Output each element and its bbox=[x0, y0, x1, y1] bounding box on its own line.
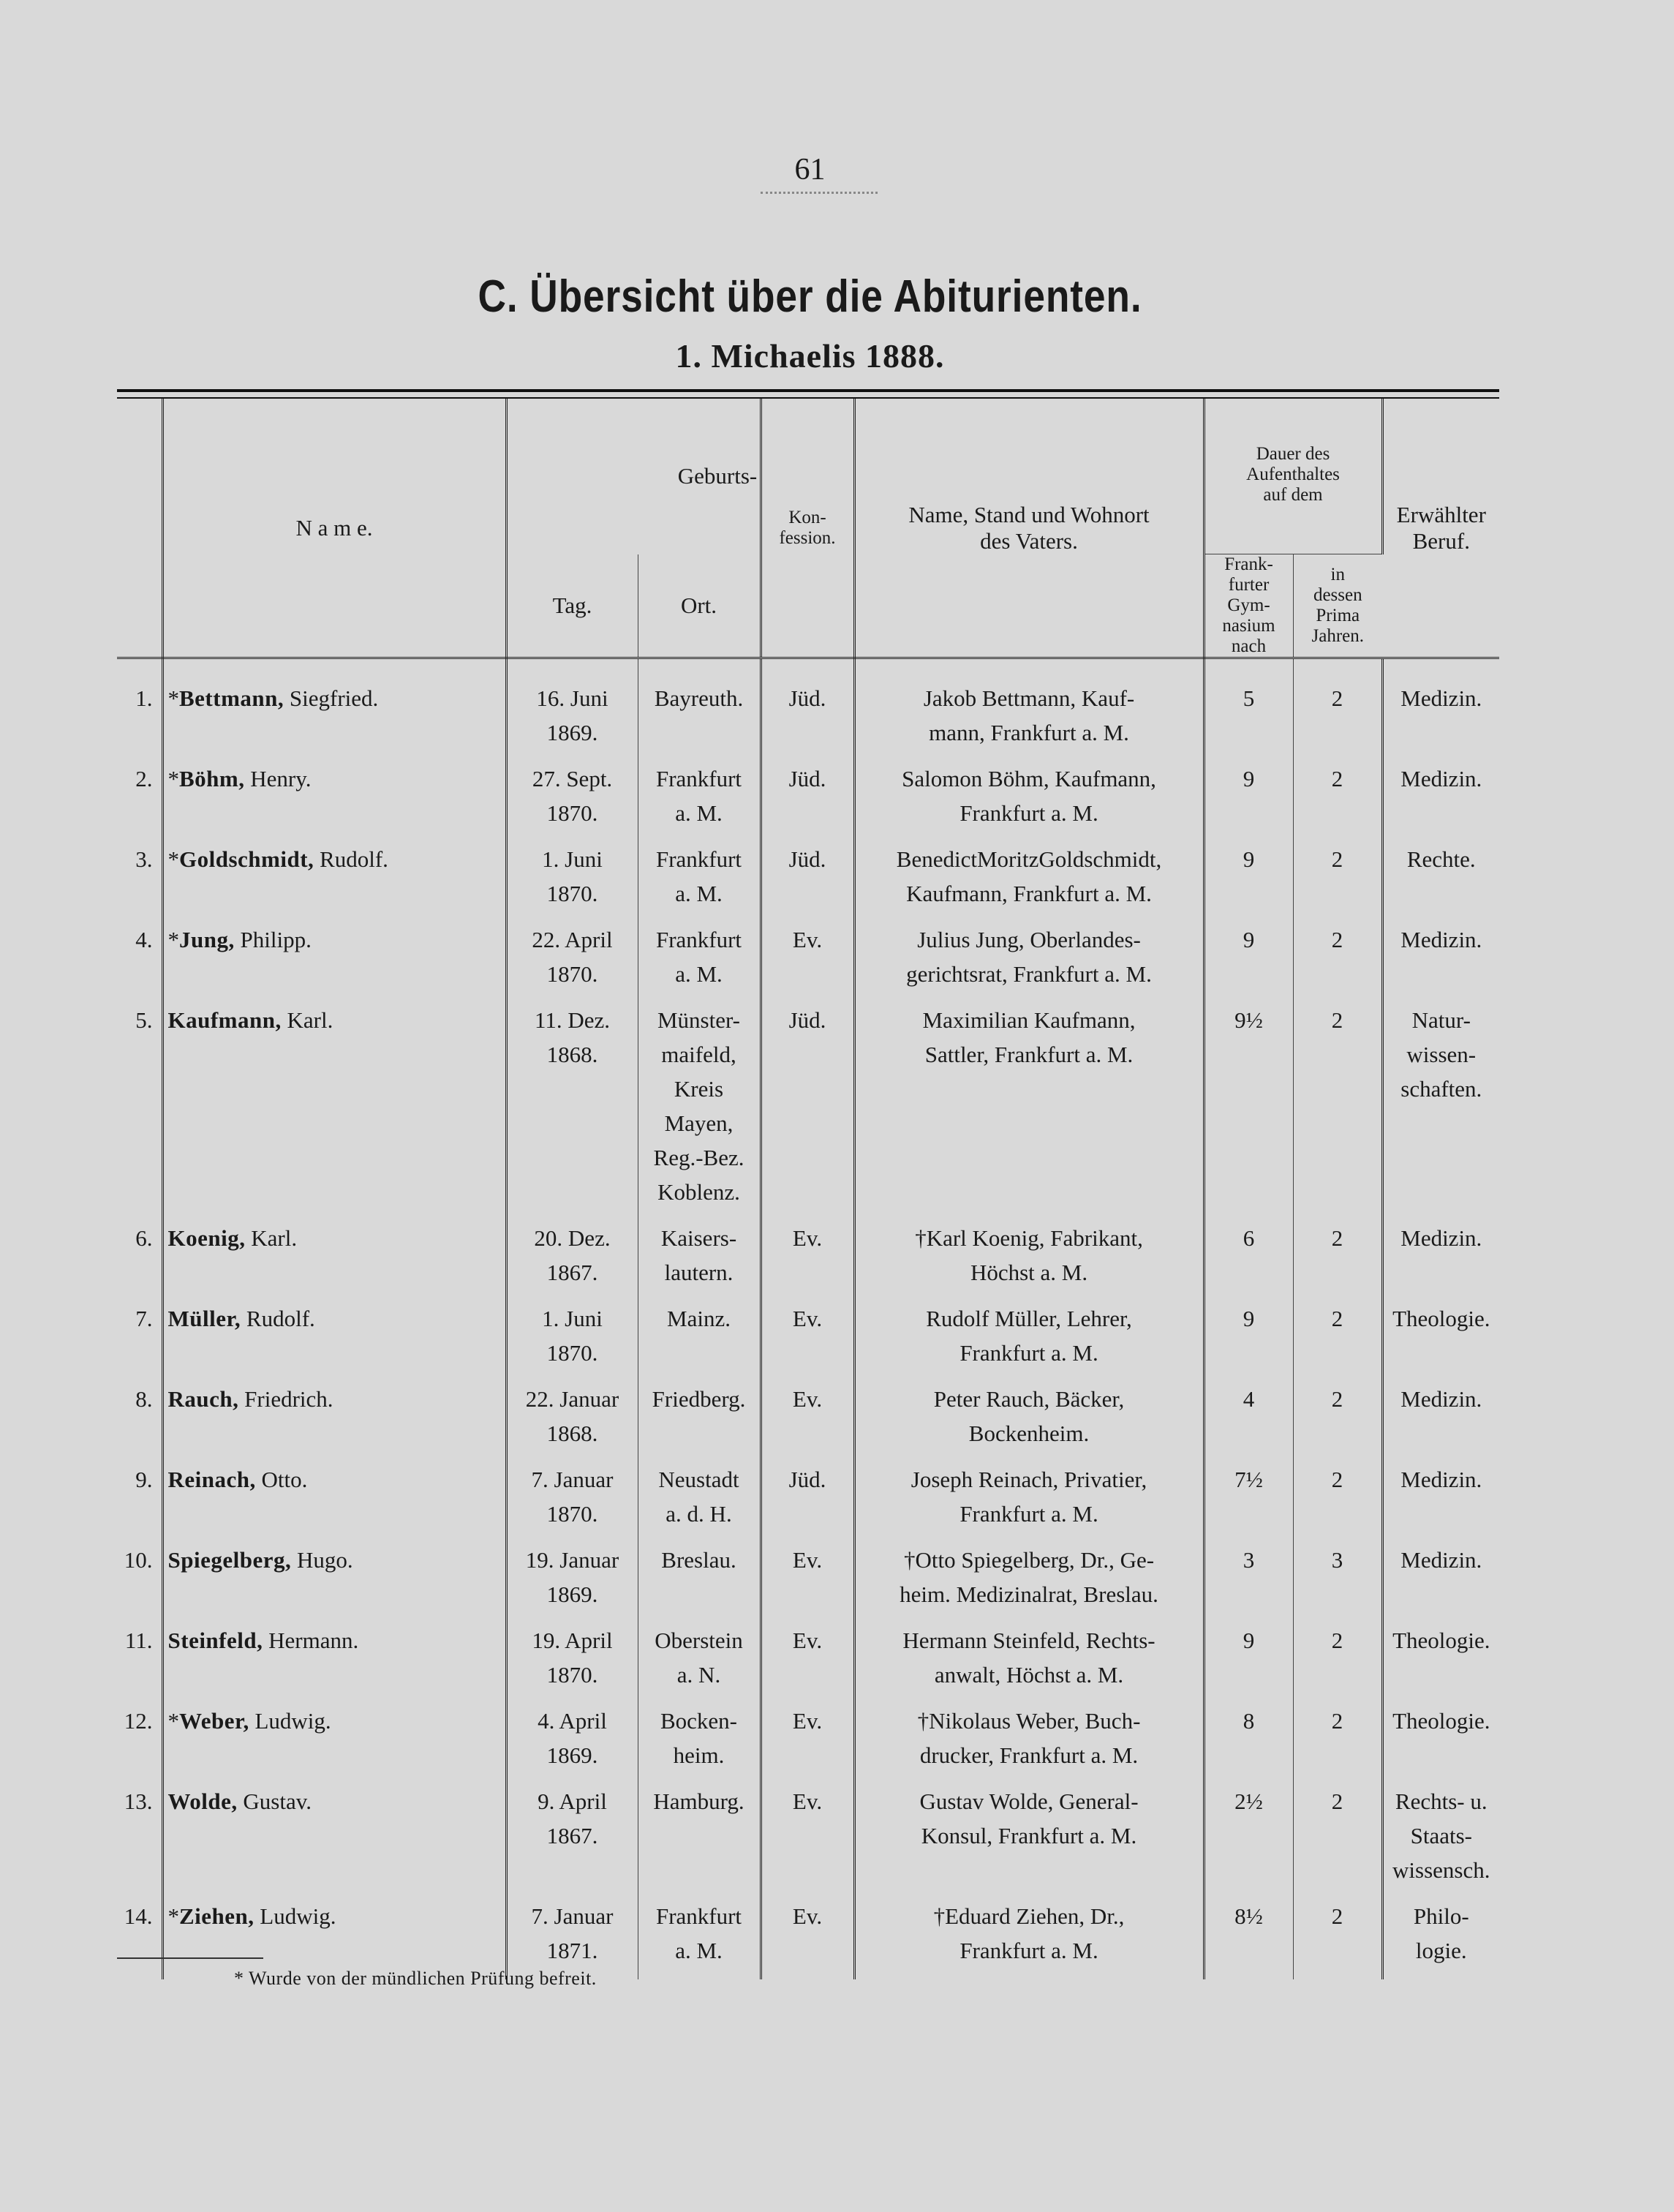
page-number-ornament bbox=[761, 192, 878, 194]
row-number: 9. bbox=[117, 1462, 162, 1543]
confession: Jüd. bbox=[761, 1462, 854, 1543]
years-gymnasium: 6 bbox=[1204, 1221, 1293, 1301]
header-prima-label: in dessen Prima bbox=[1313, 565, 1362, 625]
student-given-name: Karl. bbox=[287, 1007, 333, 1033]
years-prima: 2 bbox=[1293, 1704, 1382, 1784]
exempt-marker: * bbox=[167, 927, 179, 952]
student-given-name: Friedrich. bbox=[244, 1386, 333, 1412]
header-jahren-label: Jahren. bbox=[1311, 626, 1365, 646]
student-given-name: Ludwig. bbox=[260, 1903, 336, 1929]
years-prima: 2 bbox=[1293, 658, 1382, 762]
row-number: 6. bbox=[117, 1221, 162, 1301]
student-given-name: Philipp. bbox=[240, 927, 312, 952]
row-number: 7. bbox=[117, 1301, 162, 1382]
birth-date: 19. Januar 1869. bbox=[506, 1543, 638, 1623]
table-top-rule bbox=[117, 389, 1499, 399]
student-given-name: Rudolf. bbox=[246, 1306, 315, 1331]
confession: Jüd. bbox=[761, 1003, 854, 1221]
birth-date: 1. Juni 1870. bbox=[506, 842, 638, 922]
years-prima: 2 bbox=[1293, 842, 1382, 922]
student-name bbox=[162, 1382, 506, 1462]
father-info: Gustav Wolde, General- Konsul, Frankfurt a. M. bbox=[854, 1784, 1204, 1899]
table-row bbox=[117, 1462, 1499, 1543]
chosen-profession: Rechte. bbox=[1406, 846, 1476, 872]
table-row bbox=[117, 842, 1499, 922]
chosen-profession: Theologie. bbox=[1392, 1306, 1490, 1331]
father-info: Jakob Bettmann, Kauf- mann, Frankfurt a. M. bbox=[854, 658, 1204, 762]
row-number: 14. bbox=[117, 1899, 162, 1979]
chosen-profession: Medizin. bbox=[1400, 1467, 1482, 1492]
row-number: 4. bbox=[117, 922, 162, 1003]
student-name bbox=[162, 1003, 506, 1221]
student-surname: Jung, bbox=[179, 927, 235, 952]
student-surname: Spiegelberg, bbox=[167, 1547, 292, 1573]
student-given-name: Rudolf. bbox=[320, 846, 388, 872]
header-frankfurter: Frank- furter Gym- nasium nach bbox=[1204, 554, 1293, 658]
footnote: * Wurde von der mündlichen Prüfung befreit. bbox=[234, 1968, 597, 1989]
father-info: Salomon Böhm, Kaufmann, Frankfurt a. M. bbox=[854, 761, 1204, 842]
years-gymnasium: 9 bbox=[1204, 761, 1293, 842]
student-name bbox=[162, 1301, 506, 1382]
confession: Ev. bbox=[761, 1221, 854, 1301]
student-name bbox=[162, 1623, 506, 1704]
confession: Ev. bbox=[761, 922, 854, 1003]
confession: Ev. bbox=[761, 1623, 854, 1704]
chosen-profession: Theologie. bbox=[1392, 1708, 1490, 1734]
student-given-name: Otto. bbox=[261, 1467, 308, 1492]
table-row bbox=[117, 1301, 1499, 1382]
table-row bbox=[117, 1003, 1499, 1221]
years-prima: 3 bbox=[1293, 1543, 1382, 1623]
years-gymnasium: 4 bbox=[1204, 1382, 1293, 1462]
years-prima: 2 bbox=[1293, 1301, 1382, 1382]
years-gymnasium: 3 bbox=[1204, 1543, 1293, 1623]
father-info: Peter Rauch, Bäcker, Bockenheim. bbox=[854, 1382, 1204, 1462]
birth-place: Friedberg. bbox=[638, 1382, 761, 1462]
student-surname: Ziehen, bbox=[179, 1903, 255, 1929]
birth-date: 1. Juni 1870. bbox=[506, 1301, 638, 1382]
birth-place: Kaisers- lautern. bbox=[638, 1221, 761, 1301]
abiturienten-table bbox=[117, 399, 1499, 1979]
table-row bbox=[117, 761, 1499, 842]
row-number: 5. bbox=[117, 1003, 162, 1221]
years-gymnasium: 2½ bbox=[1204, 1784, 1293, 1899]
section-title: 1. Michaelis 1888. bbox=[675, 337, 945, 375]
student-name bbox=[162, 1704, 506, 1784]
student-name bbox=[162, 1543, 506, 1623]
years-gymnasium: 9 bbox=[1204, 842, 1293, 922]
father-info: Joseph Reinach, Privatier, Frankfurt a. M. bbox=[854, 1462, 1204, 1543]
birth-date: 22. Januar 1868. bbox=[506, 1382, 638, 1462]
table-row bbox=[117, 658, 1499, 762]
student-surname: Kaufmann, bbox=[167, 1007, 282, 1033]
header-ort: Ort. bbox=[638, 554, 761, 658]
father-info: BenedictMoritzGoldschmidt, Kaufmann, Frankfurt a. M. bbox=[854, 842, 1204, 922]
years-prima: 2 bbox=[1293, 1899, 1382, 1979]
row-number: 13. bbox=[117, 1784, 162, 1899]
birth-date: 7. Januar 1871. bbox=[506, 1899, 638, 1979]
row-number: 3. bbox=[117, 842, 162, 922]
birth-date: 20. Dez. 1867. bbox=[506, 1221, 638, 1301]
student-name bbox=[162, 1221, 506, 1301]
birth-place: Bayreuth. bbox=[638, 658, 761, 762]
row-number: 8. bbox=[117, 1382, 162, 1462]
exempt-marker: * bbox=[167, 685, 179, 711]
years-prima: 2 bbox=[1293, 761, 1382, 842]
father-info: †Nikolaus Weber, Buch- drucker, Frankfurt a. M. bbox=[854, 1704, 1204, 1784]
footnote-rule bbox=[117, 1957, 263, 1959]
header-number bbox=[117, 399, 162, 658]
student-surname: Steinfeld, bbox=[167, 1628, 263, 1653]
exempt-marker: * bbox=[167, 846, 179, 872]
years-prima: 2 bbox=[1293, 1623, 1382, 1704]
header-vater: Name, Stand und Wohnort des Vaters. bbox=[854, 399, 1204, 658]
years-prima: 2 bbox=[1293, 1462, 1382, 1543]
student-given-name: Ludwig. bbox=[255, 1708, 331, 1734]
chosen-profession: Medizin. bbox=[1400, 927, 1482, 952]
birth-place: Münster- maifeld, Kreis Mayen, Reg.-Bez. Koblenz. bbox=[638, 1003, 761, 1221]
father-info: Hermann Steinfeld, Rechts- anwalt, Höchst a. M. bbox=[854, 1623, 1204, 1704]
chosen-profession: Medizin. bbox=[1400, 1386, 1482, 1412]
years-prima: 2 bbox=[1293, 922, 1382, 1003]
row-number: 10. bbox=[117, 1543, 162, 1623]
years-prima: 2 bbox=[1293, 1003, 1382, 1221]
father-info: †Otto Spiegelberg, Dr., Ge- heim. Medizinalrat, Breslau. bbox=[854, 1543, 1204, 1623]
student-name bbox=[162, 1462, 506, 1543]
birth-date: 7. Januar 1870. bbox=[506, 1462, 638, 1543]
birth-place: Breslau. bbox=[638, 1543, 761, 1623]
birth-place: Oberstein a. N. bbox=[638, 1623, 761, 1704]
page-title: C. Übersicht über die Abiturienten. bbox=[478, 271, 1142, 322]
student-surname: Weber, bbox=[179, 1708, 249, 1734]
row-number: 2. bbox=[117, 761, 162, 842]
years-prima: 2 bbox=[1293, 1221, 1382, 1301]
student-surname: Müller, bbox=[167, 1306, 241, 1331]
years-prima: 2 bbox=[1293, 1784, 1382, 1899]
student-given-name: Hugo. bbox=[297, 1547, 353, 1573]
years-gymnasium: 9½ bbox=[1204, 1003, 1293, 1221]
student-given-name: Hermann. bbox=[268, 1628, 359, 1653]
header-dauer: Dauer des Aufenthaltes auf dem bbox=[1204, 399, 1382, 554]
header-tag: Tag. bbox=[506, 554, 638, 658]
student-given-name: Siegfried. bbox=[289, 685, 379, 711]
student-name bbox=[162, 761, 506, 842]
row-number: 11. bbox=[117, 1623, 162, 1704]
header-prima bbox=[1293, 554, 1382, 658]
student-surname: Wolde, bbox=[167, 1788, 238, 1814]
student-surname: Goldschmidt, bbox=[179, 846, 314, 872]
student-name bbox=[162, 658, 506, 762]
page-number: 61 bbox=[794, 153, 826, 187]
chosen-profession: Philo- logie. bbox=[1413, 1903, 1469, 1963]
exempt-marker: * bbox=[167, 1708, 179, 1734]
birth-date: 4. April 1869. bbox=[506, 1704, 638, 1784]
student-surname: Böhm, bbox=[179, 766, 245, 791]
row-number: 12. bbox=[117, 1704, 162, 1784]
confession: Ev. bbox=[761, 1899, 854, 1979]
confession: Ev. bbox=[761, 1382, 854, 1462]
exempt-marker: * bbox=[167, 1903, 179, 1929]
birth-place: Frankfurt a. M. bbox=[638, 922, 761, 1003]
birth-date: 11. Dez. 1868. bbox=[506, 1003, 638, 1221]
father-info: Julius Jung, Oberlandes- gerichtsrat, Frankfurt a. M. bbox=[854, 922, 1204, 1003]
birth-place: Frankfurt a. M. bbox=[638, 761, 761, 842]
birth-place: Bocken- heim. bbox=[638, 1704, 761, 1784]
table-row bbox=[117, 1784, 1499, 1899]
confession: Ev. bbox=[761, 1543, 854, 1623]
table-row bbox=[117, 1704, 1499, 1784]
student-surname: Reinach, bbox=[167, 1467, 256, 1492]
student-given-name: Gustav. bbox=[243, 1788, 312, 1814]
exempt-marker: * bbox=[167, 766, 179, 791]
years-gymnasium: 8 bbox=[1204, 1704, 1293, 1784]
years-gymnasium: 9 bbox=[1204, 922, 1293, 1003]
confession: Jüd. bbox=[761, 658, 854, 762]
chosen-profession: Medizin. bbox=[1400, 1225, 1482, 1251]
confession: Jüd. bbox=[761, 842, 854, 922]
birth-date: 19. April 1870. bbox=[506, 1623, 638, 1704]
student-surname: Rauch, bbox=[167, 1386, 239, 1412]
student-surname: Koenig, bbox=[167, 1225, 246, 1251]
birth-place: Frankfurt a. M. bbox=[638, 842, 761, 922]
table-row bbox=[117, 922, 1499, 1003]
table-row bbox=[117, 1221, 1499, 1301]
table-row bbox=[117, 1623, 1499, 1704]
chosen-profession: Medizin. bbox=[1400, 685, 1482, 711]
student-given-name: Henry. bbox=[250, 766, 312, 791]
row-number: 1. bbox=[117, 658, 162, 762]
header-konfession: Kon- fession. bbox=[761, 399, 854, 658]
student-given-name: Karl. bbox=[251, 1225, 298, 1251]
table-body bbox=[117, 658, 1499, 1980]
birth-date: 9. April 1867. bbox=[506, 1784, 638, 1899]
chosen-profession: Medizin. bbox=[1400, 1547, 1482, 1573]
birth-place: Frankfurt a. M. bbox=[638, 1899, 761, 1979]
student-name bbox=[162, 922, 506, 1003]
years-prima: 2 bbox=[1293, 1382, 1382, 1462]
birth-place: Hamburg. bbox=[638, 1784, 761, 1899]
table-row bbox=[117, 1543, 1499, 1623]
confession: Jüd. bbox=[761, 761, 854, 842]
birth-date: 16. Juni 1869. bbox=[506, 658, 638, 762]
student-surname: Bettmann, bbox=[179, 685, 284, 711]
father-info: †Eduard Ziehen, Dr., Frankfurt a. M. bbox=[854, 1899, 1204, 1979]
header-beruf: Erwählter Beruf. bbox=[1382, 399, 1499, 658]
years-gymnasium: 9 bbox=[1204, 1623, 1293, 1704]
years-gymnasium: 8½ bbox=[1204, 1899, 1293, 1979]
years-gymnasium: 5 bbox=[1204, 658, 1293, 762]
student-name bbox=[162, 842, 506, 922]
student-name bbox=[162, 1784, 506, 1899]
birth-date: 22. April 1870. bbox=[506, 922, 638, 1003]
years-gymnasium: 9 bbox=[1204, 1301, 1293, 1382]
years-gymnasium: 7½ bbox=[1204, 1462, 1293, 1543]
birth-place: Mainz. bbox=[638, 1301, 761, 1382]
confession: Ev. bbox=[761, 1301, 854, 1382]
abiturienten-table-container bbox=[117, 389, 1499, 1979]
birth-date: 27. Sept. 1870. bbox=[506, 761, 638, 842]
chosen-profession: Rechts- u. Staats- wissensch. bbox=[1392, 1788, 1490, 1883]
header-geburts: Geburts- bbox=[506, 399, 761, 554]
birth-place: Neustadt a. d. H. bbox=[638, 1462, 761, 1543]
confession: Ev. bbox=[761, 1704, 854, 1784]
chosen-profession: Theologie. bbox=[1392, 1628, 1490, 1653]
father-info: †Karl Koenig, Fabrikant, Höchst a. M. bbox=[854, 1221, 1204, 1301]
father-info: Rudolf Müller, Lehrer, Frankfurt a. M. bbox=[854, 1301, 1204, 1382]
confession: Ev. bbox=[761, 1784, 854, 1899]
table-row bbox=[117, 1382, 1499, 1462]
header-name: N a m e. bbox=[162, 399, 506, 658]
father-info: Maximilian Kaufmann, Sattler, Frankfurt a. M. bbox=[854, 1003, 1204, 1221]
chosen-profession: Natur- wissen- schaften. bbox=[1400, 1007, 1482, 1102]
chosen-profession: Medizin. bbox=[1400, 766, 1482, 791]
